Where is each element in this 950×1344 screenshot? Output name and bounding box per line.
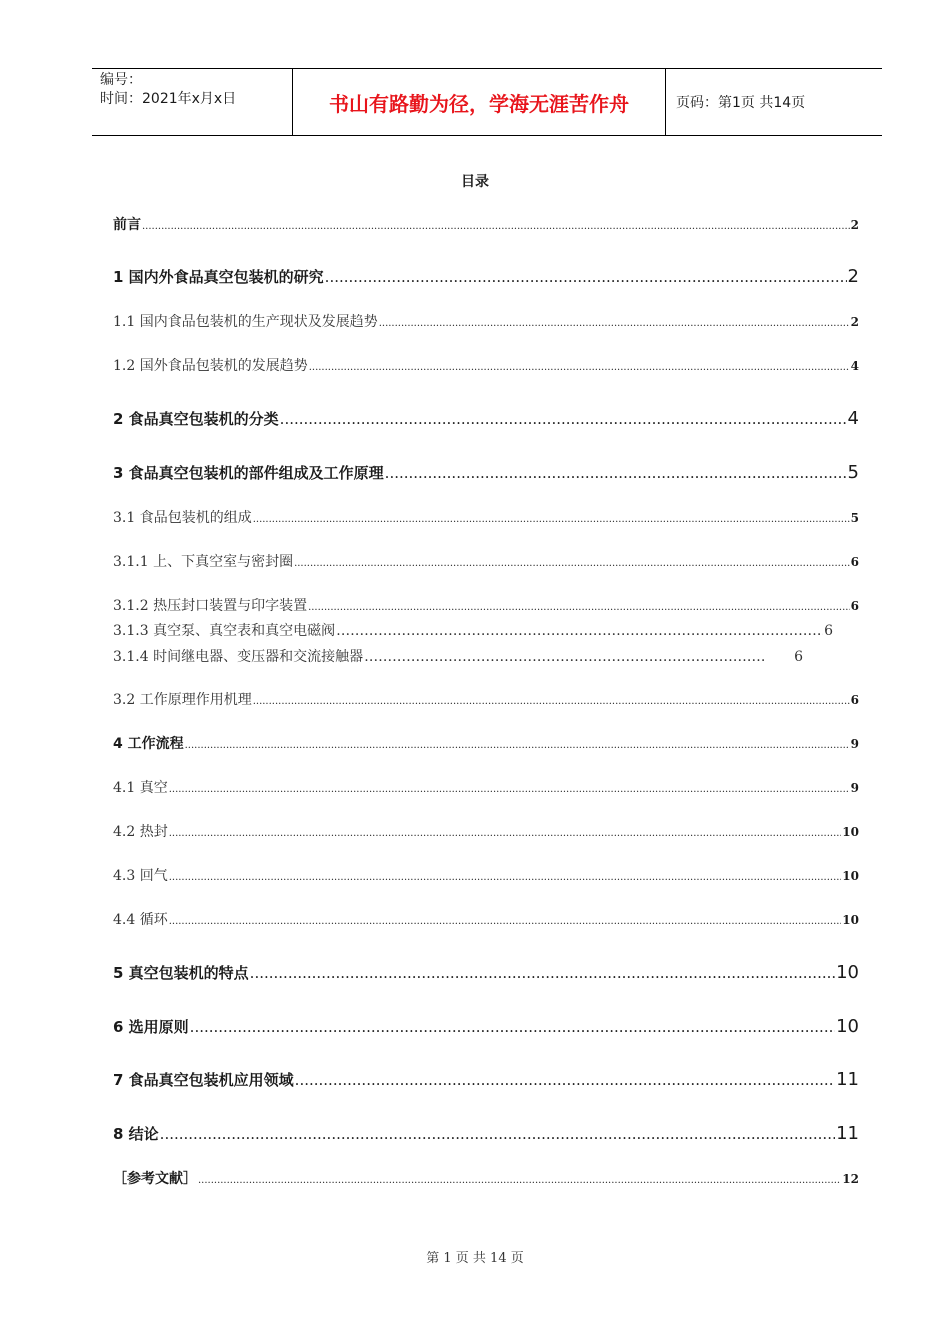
toc-entry-4-4[interactable]	[113, 909, 859, 929]
toc-dot-leader	[198, 1175, 841, 1186]
toc-entry-page: 5	[850, 511, 859, 525]
toc-entry-page: 9	[850, 781, 859, 795]
toc-entry-page: 6	[850, 599, 859, 613]
toc-entry-4-1[interactable]	[113, 777, 859, 797]
toc-entry-1-1[interactable]	[113, 311, 859, 331]
toc-entry-3[interactable]	[113, 462, 859, 483]
toc-entry-8[interactable]	[113, 1123, 859, 1144]
toc-dot-leader	[169, 784, 850, 795]
toc-dot-leader	[190, 1018, 835, 1036]
toc-entry-label: 1 国内外食品真空包装机的研究	[113, 268, 324, 286]
toc-entry-page: 4	[850, 359, 859, 373]
toc-entry-references[interactable]	[113, 1168, 859, 1188]
toc-dot-leader	[379, 318, 850, 329]
toc-entry-label: 3.1 食品包装机的组成	[113, 510, 252, 526]
toc-entry-page: 4	[847, 408, 859, 429]
header-motto: 书山有路勤为径，学海无涯苦作舟	[293, 69, 666, 135]
toc-entry-label: 4 工作流程	[113, 736, 184, 752]
document-number-label: 编号：	[100, 72, 142, 88]
toc-entry-page: 10	[842, 913, 859, 927]
toc-dot-leader	[142, 221, 850, 232]
toc-entry-5[interactable]	[113, 962, 859, 983]
toc-entry-page: 10	[836, 1016, 859, 1037]
toc-entry-page: 10	[836, 962, 859, 983]
toc-dot-leader	[325, 268, 847, 286]
toc-entry-2[interactable]	[113, 408, 859, 429]
toc-entry-label: 5 真空包装机的特点	[113, 964, 249, 982]
toc-entry-label: 4.3 回气	[113, 868, 168, 884]
toc-entry-label: 3.1.2 热压封口装置与印字装置	[113, 598, 308, 614]
toc-title: 目录	[461, 174, 489, 190]
toc-entry-label: 2 食品真空包装机的分类	[113, 410, 279, 428]
toc-entry-page: 9	[850, 737, 859, 751]
toc-dot-leader	[309, 362, 850, 373]
toc-entry-label: 3.1.1 上、下真空室与密封圈	[113, 554, 294, 570]
toc-dot-leader	[169, 916, 842, 927]
toc-dot-leader	[253, 514, 850, 525]
toc-entry-page: 10	[842, 825, 859, 839]
toc-entry-page: 6	[824, 623, 833, 639]
page-footer: 第 1 页 共 14 页	[426, 1251, 524, 1266]
toc-ellipsis-leader	[336, 623, 823, 639]
toc-dot-leader	[308, 602, 850, 613]
toc-entry-label: 6 选用原则	[113, 1018, 189, 1036]
toc-ellipsis-leader	[364, 649, 764, 665]
toc-entry-4[interactable]	[113, 733, 859, 753]
toc-entry-label: 1.1 国内食品包装机的生产现状及发展趋势	[113, 314, 378, 330]
toc-entry-label: 3.2 工作原理作用机理	[113, 692, 252, 708]
toc-entry-3-2[interactable]	[113, 689, 859, 709]
toc-dot-leader	[253, 696, 850, 707]
toc-dot-leader	[169, 828, 842, 839]
toc-dot-leader	[160, 1125, 835, 1143]
toc-entry-label: 8 结论	[113, 1125, 159, 1143]
toc-entry-page: 2	[850, 315, 859, 329]
toc-entry-label: 3.1.3 真空泵、真空表和真空电磁阀	[113, 623, 336, 639]
toc-entry-7[interactable]	[113, 1069, 859, 1090]
toc-dot-leader	[185, 740, 850, 751]
toc-entry-label: 3.1.4 时间继电器、变压器和交流接触器	[113, 649, 364, 665]
toc-entry-3-1-3[interactable]	[113, 620, 833, 640]
toc-entry-label: 4.1 真空	[113, 780, 168, 796]
toc-entry-label: ［参考文献］	[113, 1171, 197, 1187]
toc-dot-leader	[250, 964, 835, 982]
toc-entry-label: 3 食品真空包装机的部件组成及工作原理	[113, 464, 384, 482]
page-header	[92, 68, 882, 136]
toc-entry-1-2[interactable]	[113, 355, 859, 375]
toc-entry-page: 2	[847, 266, 859, 287]
toc-entry-6[interactable]	[113, 1016, 859, 1037]
toc-entry-page: 12	[842, 1172, 859, 1186]
toc-entry-page: 10	[842, 869, 859, 883]
document-time-label: 时间：2021年x月x日	[100, 91, 237, 107]
toc-dot-leader	[385, 464, 847, 482]
toc-entry-4-2[interactable]	[113, 821, 859, 841]
toc-entry-page: 2	[850, 218, 859, 232]
toc-entry-page: 11	[836, 1123, 859, 1144]
toc-entry-label: 前言	[113, 217, 141, 233]
toc-entry-preface[interactable]	[113, 214, 859, 234]
toc-entry-page: 11	[836, 1069, 859, 1090]
toc-entry-label: 1.2 国外食品包装机的发展趋势	[113, 358, 308, 374]
toc-entry-3-1-2[interactable]	[113, 595, 859, 615]
toc-dot-leader	[169, 872, 842, 883]
toc-entry-label: 7 食品真空包装机应用领域	[113, 1071, 294, 1089]
toc-entry-page: 6	[850, 555, 859, 569]
toc-entry-3-1-1[interactable]	[113, 551, 859, 571]
toc-entry-page: 6	[850, 693, 859, 707]
toc-entry-label: 4.2 热封	[113, 824, 168, 840]
toc-dot-leader	[280, 410, 847, 428]
toc-entry-1[interactable]	[113, 266, 859, 287]
toc-entry-page: 6	[794, 649, 803, 665]
toc-entry-4-3[interactable]	[113, 865, 859, 885]
toc-dot-leader	[295, 1071, 835, 1089]
header-meta	[92, 69, 293, 135]
header-page-info: 页码：第1页 共14页	[676, 95, 806, 111]
toc-entry-3-1-4[interactable]	[113, 646, 859, 666]
toc-entry-page: 5	[847, 462, 859, 483]
toc-dot-leader	[294, 558, 850, 569]
toc-entry-3-1[interactable]	[113, 507, 859, 527]
toc-entry-label: 4.4 循环	[113, 912, 168, 928]
